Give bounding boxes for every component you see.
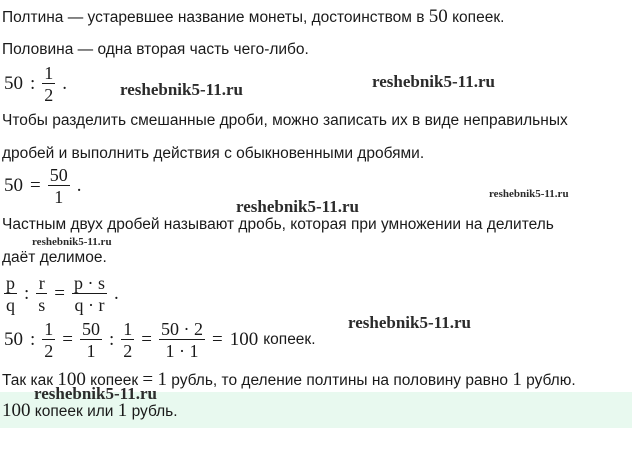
eq3-end: . [114,283,119,304]
equation-2 [2,166,83,206]
answer-p2: рубль. [127,403,178,420]
eq4-n2: 50 [82,319,100,339]
eq3-fraction-3 [72,274,107,314]
eq1-op: : [30,73,36,94]
equation-4 [2,320,316,360]
watermark: reshebnik5-11.ru [120,80,243,99]
eq4-a: 50 [4,329,23,350]
eq3-d1: q [6,295,15,315]
eq4-fraction-1 [42,320,55,360]
line-7-v2: 1 [157,369,167,390]
eq3-n2: r [36,274,47,294]
eq4-d3: 2 [123,341,133,361]
line-7-equals: = [142,369,154,390]
eq3-d3: q · r [74,295,105,315]
answer-v2: 1 [117,400,128,421]
line-6: даёт делимое. [2,249,107,266]
line-1-number: 50 [428,6,448,27]
line-1 [2,6,504,28]
eq2-end: . [76,175,82,196]
line-7-p4: рублю. [521,372,576,389]
eq4-op1: : [30,329,36,350]
eq4-op3: : [109,329,115,350]
watermark: reshebnik5-11.ru [236,197,359,216]
line-7-v3: 1 [512,369,522,390]
eq1-fraction [42,64,55,104]
eq4-d1: 2 [44,341,54,361]
eq3-n3: p · s [74,273,106,293]
eq2-a: 50 [4,175,23,196]
eq4-op2: = [62,329,73,350]
eq4-n4: 50 · 2 [161,319,203,339]
eq3-fraction-1 [4,274,17,314]
eq1-den: 2 [44,85,54,105]
eq4-n1: 1 [44,319,54,339]
answer-p1: копеек или [30,403,118,420]
eq4-fraction-4 [159,320,205,360]
watermark: reshebnik5-11.ru [32,236,112,248]
line-1-pre: Полтина — устаревшее название монеты, достоинством в [2,9,429,26]
watermark: reshebnik5-11.ru [348,313,471,332]
eq3-op1: : [24,283,30,304]
eq2-num: 50 [49,165,68,185]
eq2-op: = [30,175,41,196]
line-7-p2: копеек [85,372,143,389]
equation-1 [2,64,69,104]
eq4-unit: копеек. [263,331,316,348]
eq4-d4: 1 · 1 [165,341,199,361]
eq1-end: . [62,73,68,94]
eq2-fraction [48,166,70,206]
watermark: reshebnik5-11.ru [372,72,495,91]
eq3-n1: p [6,273,15,293]
line-3: Чтобы разделить смешанные дроби, можно записать их в виде неправильных [2,112,568,129]
eq2-den: 1 [54,187,64,207]
eq4-op5: = [212,329,223,350]
eq4-d2: 1 [86,341,96,361]
line-1-post: копеек. [447,9,505,26]
line-7-p3: рубль, то деление полтины на половину равно [166,372,513,389]
eq1-a: 50 [4,73,23,94]
watermark: reshebnik5-11.ru [489,188,569,200]
eq4-n3: 1 [123,319,133,339]
eq3-d2: s [38,295,46,315]
line-4: дробей и выполнить действия с обыкновенными дробями. [2,145,425,162]
eq1-num: 1 [44,63,54,83]
line-7-v1: 100 [57,369,86,390]
line-5: Частным двух дробей называют дробь, которая при умножении на делитель [2,216,554,233]
eq4-op4: = [141,329,152,350]
eq4-fraction-2 [80,320,102,360]
answer-v1: 100 [2,400,31,421]
eq4-result: 100 [229,329,259,350]
eq3-op2: = [54,283,66,304]
line-7-p1: Так как [2,372,58,389]
equation-3 [2,274,121,314]
eq4-fraction-3 [121,320,134,360]
line-2: Половина — одна вторая часть чего-либо. [2,41,309,58]
eq3-fraction-2 [36,274,47,314]
watermark: reshebnik5-11.ru [34,384,157,403]
